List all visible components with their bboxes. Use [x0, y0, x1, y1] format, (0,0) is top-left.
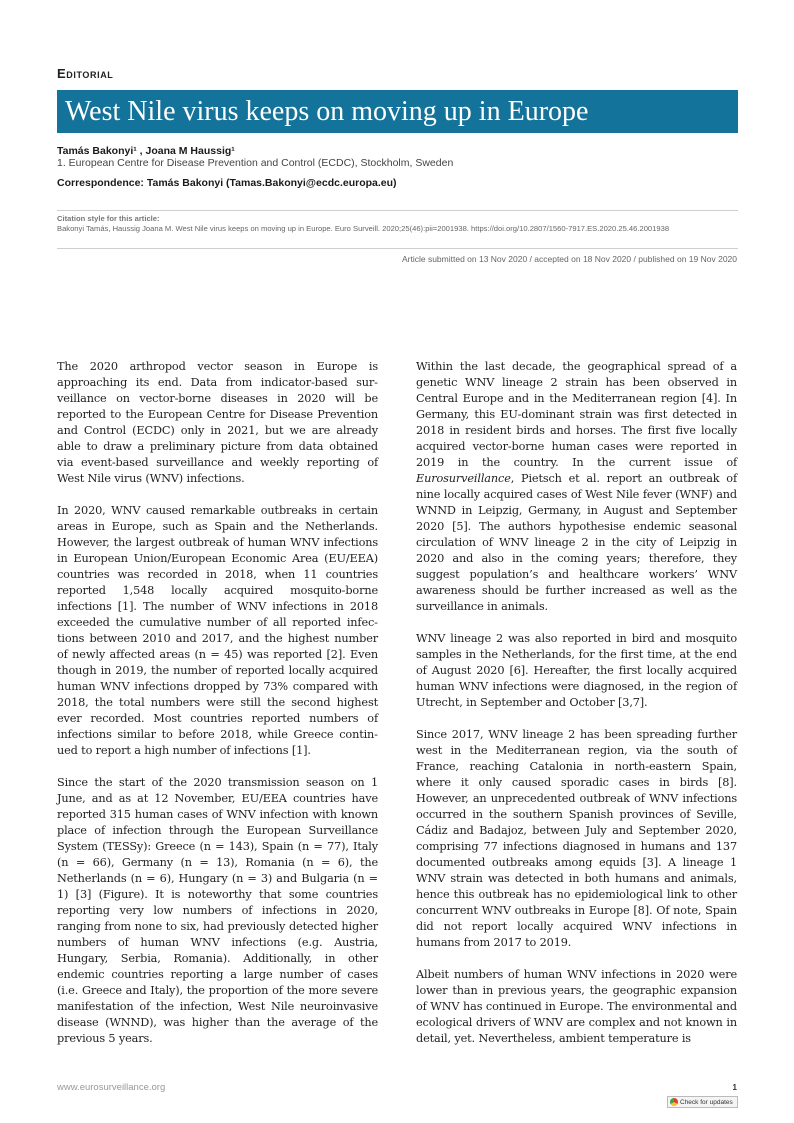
correspondence-label: Correspondence: — [57, 177, 144, 189]
paragraph: Since the start of the 2020 transmission season on 1 June, and as at 12 November, EU/EEA countries have reported 315 human cases of WNV infection with known place of infection through the European Surveillance System (TESSy): Greece (n = 143), Spain (n = 77), Italy (n = 66), Germany (n = 13), Romania (n = 6), the Netherlands (n = 6), Hungary (n = 3) and Bulgaria (n = 1) [3] (Figure). It is noteworthy that some countries reporting very low numbers of infections in 2020, ranging from none to six, had previously detected higher numbers of human WNV infections (e.g. Austria, Hungary, Serbia, Romania). Additionally, in other endemic countries reporting a large number of cases (i.e. Greece and Italy), the proportion of the more severe manifestation of the infection, West Nile neuroinvasive disease (WNND), was higher than the average of the previous 5 years. — [57, 776, 378, 1045]
journal-name: Eurosurveillance — [416, 472, 511, 485]
paragraph: Albeit numbers of human WNV infections in 2020 were lower than in previous years, the geographic expansion of WNV has continued in Europe. The environmental and ecological drivers of WNV are complex and not known in detail, yet. Nevertheless, ambient temperature is — [416, 968, 737, 1045]
divider-bottom — [57, 248, 738, 249]
body-column-left — [57, 359, 378, 1063]
footer-url-link[interactable]: www.eurosurveillance.org — [57, 1082, 166, 1093]
paragraph: Since 2017, WNV lineage 2 has been spreading further west in the Mediterranean region, via the south of France, reaching Catalonia in north-eastern Spain, where it only caused sporadic cases in birds [8]. However, an unprecedented outbreak of WNV infections occurred in the southern Spanish provinces of Seville, Cádiz and Badajoz, between July and September 2020, comprising 77 infections diagnosed in humans and 137 documented outbreaks among equids [3]. A lineage 1 WNV strain was detected in both humans and animals, hence this outbreak has no epidemiological link to other concurrent WNV outbreaks in Europe [8]. Of note, Spain did not report locally acquired WNV infections in humans from 2017 to 2019. — [416, 728, 737, 949]
crossmark-icon — [670, 1098, 678, 1106]
page-number: 1 — [732, 1083, 737, 1092]
author-names: Tamás Bakonyi¹ , Joana M Haussig¹ — [57, 145, 235, 157]
citation-block — [57, 214, 738, 233]
paragraph-text: , Pietsch et al. report an outbreak of nine locally acquired cases of West Nile fever (WNF) and WNND in Leipzig, Germany, in August and September 2020 [5]. The authors hypothesise endemic seasonal circulation of WNV lineage 2 in the city of Leipzig in 2020 and also in the coming years; therefore, they suggest population’s and healthcare workers’ WNV awareness should be further increased as well as the surveillance in animals. — [416, 472, 737, 613]
paragraph: In 2020, WNV caused remarkable outbreaks in certain areas in Europe, such as Spain and the Netherlands. However, the largest outbreak of human WNV infections in European Union/European Economic Area (EU/EEA) countries was recorded in 2018, when 11 countries reported 1,548 locally acquired mosquito-borne infections [1]. The number of WNV infections in 2018 exceeded the cumulative number of all reported infections between 2010 and 2017, and the highest number of newly affected areas (n = 45) was reported [2]. Even though in 2019, the number of reported locally acquired human WNV infections dropped by 73% compared with 2018, the total numbers were still the second highest ever recorded. Most countries reported numbers of infections similar to before 2018, while Greece continued to report a high number of infections [1]. — [57, 504, 378, 757]
section-label: Editorial — [57, 66, 114, 81]
citation-heading: Citation style for this article: — [57, 214, 160, 223]
author-affiliation: 1. European Centre for Disease Prevention and Control (ECDC), Stockholm, Sweden — [57, 157, 454, 169]
submission-dates: Article submitted on 13 Nov 2020 / accepted on 18 Nov 2020 / published on 19 Nov 2020 — [401, 254, 737, 264]
correspondence — [57, 177, 397, 189]
citation-text[interactable]: Bakonyi Tamás, Haussig Joana M. West Nile virus keeps on moving up in Europe. Euro Surveill. 2020;25(46):pii=2001938. https://doi.org/10.2807/1560-7917.ES.2020.25.46.2001938 — [57, 223, 670, 233]
article-title: West Nile virus keeps on moving up in Europe — [57, 90, 738, 133]
correspondence-email-link[interactable]: Tamás Bakonyi (Tamas.Bakonyi@ecdc.europa.eu) — [146, 177, 397, 189]
divider-top — [57, 210, 738, 211]
paragraph: WNV lineage 2 was also reported in bird and mosquito samples in the Netherlands, for the first time, at the end of August 2020 [6]. Hereafter, the first locally acquired human WNV infections were diagnosed, in the region of Utrecht, in September and October [3,7]. — [416, 632, 737, 709]
paragraph: The 2020 arthropod vector season in Europe is approaching its end. Data from indicator-based surveillance on vector-borne diseases in 2020 will be reported to the European Centre for Disease Prevention and Control (ECDC) only in 2021, but we are already able to draw a preliminary picture from data obtained via event-based surveillance and weekly reporting of West Nile virus (WNV) infections. — [57, 360, 378, 485]
paragraph-text: Within the last decade, the geographical spread of a genetic WNV lineage 2 strain has been observed in Central Europe and in the Mediterranean region [4]. In Germany, this EU-dominant strain was first detected in 2018 in resident birds and horses. The first five locally acquired vector-borne human cases were reported in 2019 in the country. In the current issue of — [416, 360, 737, 469]
check-for-updates-label: Check for updates — [680, 1098, 733, 1106]
paragraph — [416, 359, 737, 615]
body-column-right — [416, 359, 737, 1063]
check-for-updates-button[interactable] — [667, 1096, 738, 1108]
